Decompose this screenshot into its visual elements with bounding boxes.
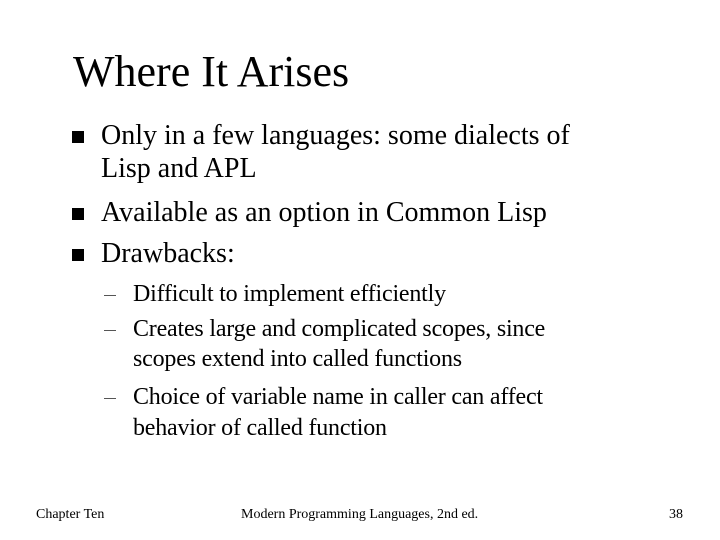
dash-bullet-icon [104,330,116,331]
subbullet-text: behavior of called function [133,415,387,441]
subbullet-text: Choice of variable name in caller can affect [133,384,543,410]
dash-bullet-icon [104,398,116,399]
square-bullet-icon [72,208,84,220]
subbullet-continuation [133,413,387,444]
bullet-item [101,197,547,229]
footer-page-number: 38 [669,507,683,522]
slide-title: Where It Arises [73,47,350,96]
subbullet-text: scopes extend into called functions [133,346,462,372]
bullet-text: Drawbacks: [101,238,235,269]
bullet-item [101,238,235,270]
bullet-text: Only in a few languages: some dialects of [101,120,570,151]
footer-chapter: Chapter Ten [36,507,105,522]
square-bullet-icon [72,249,84,261]
bullet-continuation [101,153,257,185]
bullet-item [101,120,570,152]
footer-book-title: Modern Programming Languages, 2nd ed. [241,507,479,522]
subbullet-item [133,314,545,345]
subbullet-item [133,382,543,413]
bullet-text: Lisp and APL [101,153,257,184]
square-bullet-icon [72,131,84,143]
subbullet-text: Creates large and complicated scopes, since [133,316,546,342]
subbullet-continuation [133,344,462,375]
subbullet-item [133,279,446,310]
subbullet-text: Difficult to implement efficiently [133,281,446,307]
dash-bullet-icon [104,295,116,296]
bullet-text: Available as an option in Common Lisp [101,197,547,228]
